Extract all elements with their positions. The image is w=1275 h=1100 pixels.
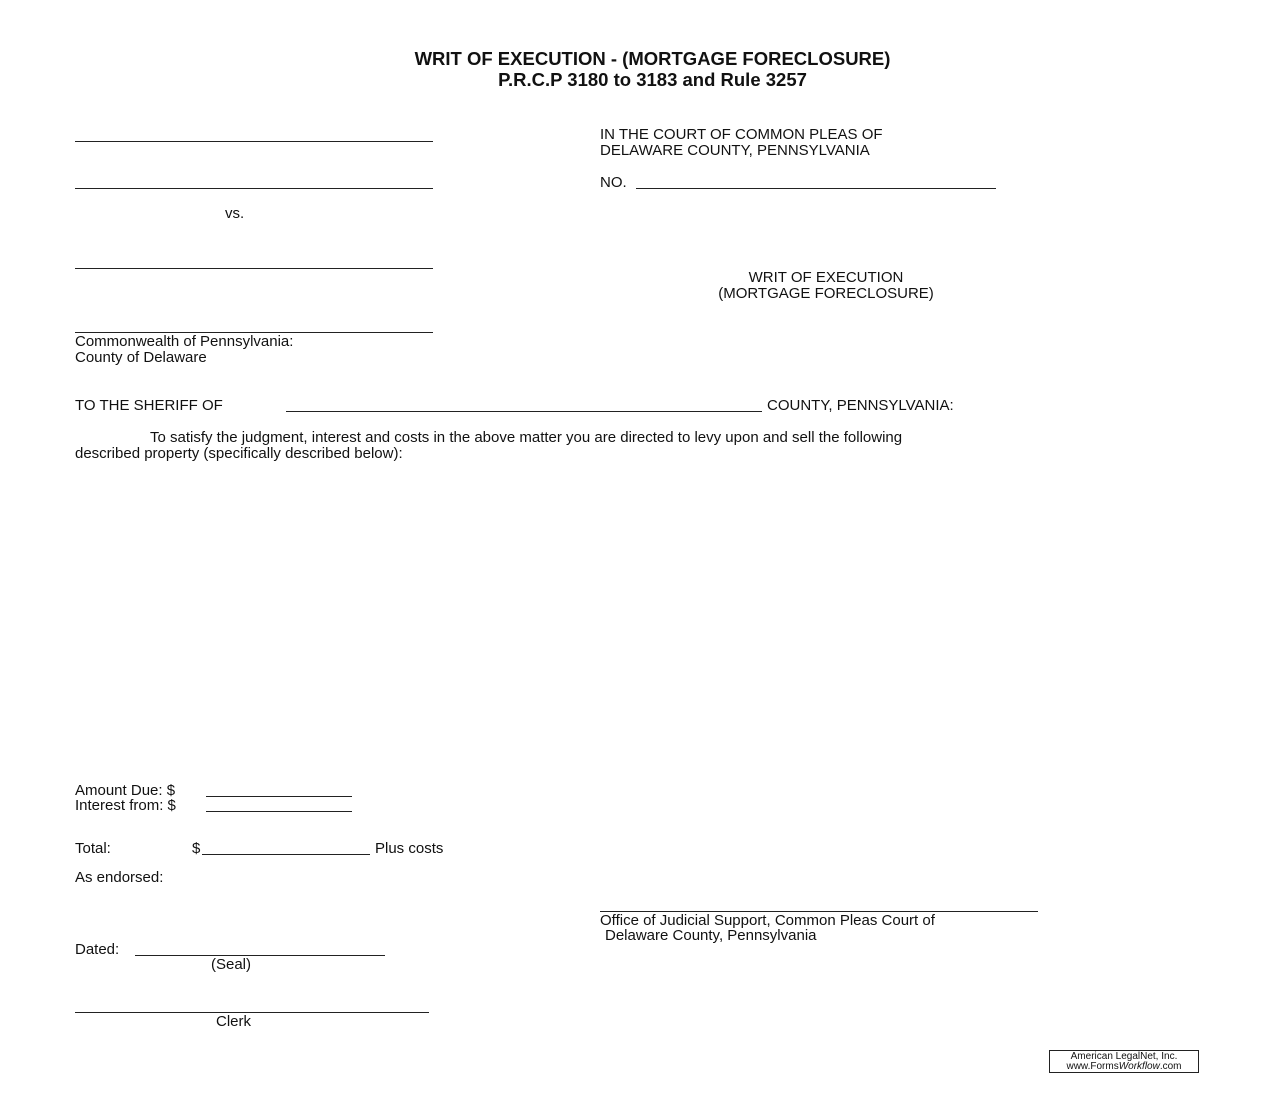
versus-label: vs. bbox=[225, 205, 245, 222]
amount-due-field[interactable] bbox=[206, 796, 352, 797]
instruction-paragraph-line-1: To satisfy the judgment, interest and costs in the above matter you are directed to levy upon and sell the following bbox=[150, 429, 903, 446]
office-label-line-2: Delaware County, Pennsylvania bbox=[605, 927, 817, 944]
sheriff-prefix: TO THE SHERIFF OF bbox=[75, 397, 223, 414]
total-currency: $ bbox=[192, 840, 201, 857]
court-name-line-2: DELAWARE COUNTY, PENNSYLVANIA bbox=[600, 142, 870, 159]
total-label: Total: bbox=[75, 840, 111, 857]
caption-doc-title-line-1: WRIT OF EXECUTION bbox=[748, 269, 904, 286]
defendant-line-1[interactable] bbox=[75, 268, 433, 269]
as-endorsed-label: As endorsed: bbox=[75, 869, 164, 886]
caption-doc-title-line-2: (MORTGAGE FORECLOSURE) bbox=[718, 285, 934, 302]
interest-from-field[interactable] bbox=[206, 811, 352, 812]
sheriff-suffix: COUNTY, PENNSYLVANIA: bbox=[767, 397, 954, 414]
sheriff-county-field[interactable] bbox=[286, 411, 762, 412]
document-title: WRIT OF EXECUTION - (MORTGAGE FORECLOSURE) bbox=[414, 48, 891, 69]
plus-costs-label: Plus costs bbox=[375, 840, 444, 857]
clerk-label: Clerk bbox=[216, 1013, 252, 1030]
office-label-line-1: Office of Judicial Support, Common Pleas Court of bbox=[600, 912, 935, 929]
stamp-line-2: www.FormsWorkflow.com bbox=[1066, 1061, 1182, 1072]
total-field[interactable] bbox=[202, 854, 370, 855]
stamp-line-1: American LegalNet, Inc. bbox=[1070, 1051, 1178, 1062]
clerk-signature-line[interactable] bbox=[75, 1012, 429, 1013]
interest-from-label: Interest from: $ bbox=[75, 797, 176, 814]
plaintiff-line-2[interactable] bbox=[75, 188, 433, 189]
publisher-stamp bbox=[1049, 1050, 1199, 1073]
court-name-line-1: IN THE COURT OF COMMON PLEAS OF bbox=[600, 126, 883, 143]
plaintiff-line-1[interactable] bbox=[75, 141, 433, 142]
seal-label: (Seal) bbox=[211, 956, 252, 973]
instruction-paragraph-line-2: described property (specifically described below): bbox=[75, 445, 403, 462]
case-number-label: NO. bbox=[600, 174, 627, 191]
document-subtitle: P.R.C.P 3180 to 3183 and Rule 3257 bbox=[498, 69, 807, 90]
dated-label: Dated: bbox=[75, 941, 120, 958]
case-number-field[interactable] bbox=[636, 188, 996, 189]
amount-due-label: Amount Due: $ bbox=[75, 782, 176, 799]
dated-field[interactable] bbox=[135, 955, 385, 956]
commonwealth-label: Commonwealth of Pennsylvania: bbox=[75, 333, 294, 350]
county-label: County of Delaware bbox=[75, 349, 207, 366]
